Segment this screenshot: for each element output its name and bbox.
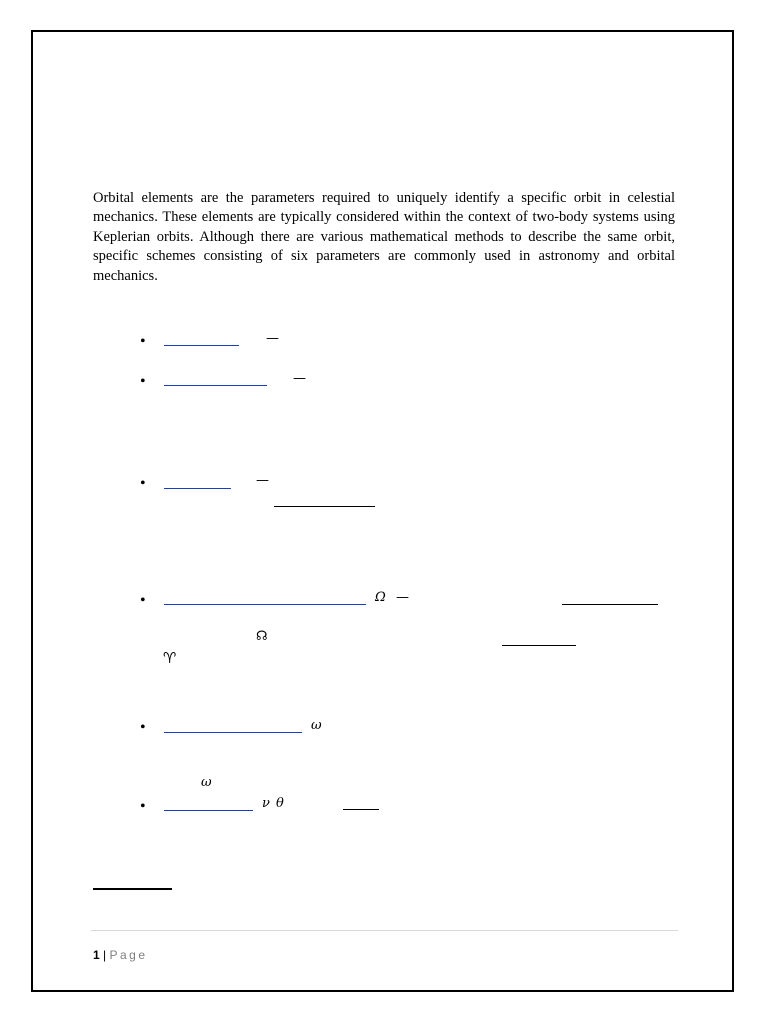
em-dash: —	[266, 331, 279, 346]
omega-capital-symbol: Ω	[375, 590, 386, 605]
link-true-anomaly[interactable]	[164, 810, 253, 811]
vernal-equinox-icon: ♈	[163, 649, 177, 667]
page-label: Page	[109, 948, 148, 962]
underline-ascending-node[interactable]	[562, 604, 658, 605]
link-longitude-ascending-node[interactable]	[164, 604, 366, 605]
ascending-node-icon: ☊	[256, 629, 268, 644]
page-number: 1	[93, 948, 100, 962]
list-bullet: •	[140, 798, 146, 815]
list-bullet: •	[140, 475, 146, 492]
link-eccentricity[interactable]	[164, 385, 267, 386]
footer-separator: |	[103, 948, 107, 962]
list-bullet: •	[140, 592, 146, 609]
list-bullet: •	[140, 719, 146, 736]
intro-paragraph: Orbital elements are the parameters required to uniquely identify a specific orbit in celestial mechanics. These elements are typically considered within the context of two-body systems using Keplerian orbits. Although there are various mathematical methods to describe the same orbit, specific schemes consisting of six parameters are commonly used in astronomy and orbital mechanics.	[93, 190, 675, 284]
nu-symbol: ν	[262, 796, 270, 811]
footnote-separator	[93, 888, 172, 890]
theta-symbol: θ	[276, 796, 284, 811]
link-inclination[interactable]	[164, 488, 231, 489]
footer-rule	[91, 930, 678, 931]
underline-reference-direction[interactable]	[502, 645, 576, 646]
omega-lower-symbol: ω	[201, 775, 212, 790]
page-border	[31, 30, 734, 992]
link-argument-periapsis[interactable]	[164, 732, 302, 733]
list-bullet: •	[140, 333, 146, 350]
underline-reference-plane[interactable]	[274, 506, 375, 507]
link-semi-major-axis[interactable]	[164, 345, 239, 346]
em-dash: —	[293, 371, 306, 386]
em-dash: —	[256, 473, 269, 488]
underline-epoch[interactable]	[343, 809, 379, 810]
em-dash: —	[396, 590, 409, 605]
list-bullet: •	[140, 373, 146, 390]
page-footer	[93, 948, 148, 962]
omega-lower-symbol: ω	[311, 718, 322, 733]
